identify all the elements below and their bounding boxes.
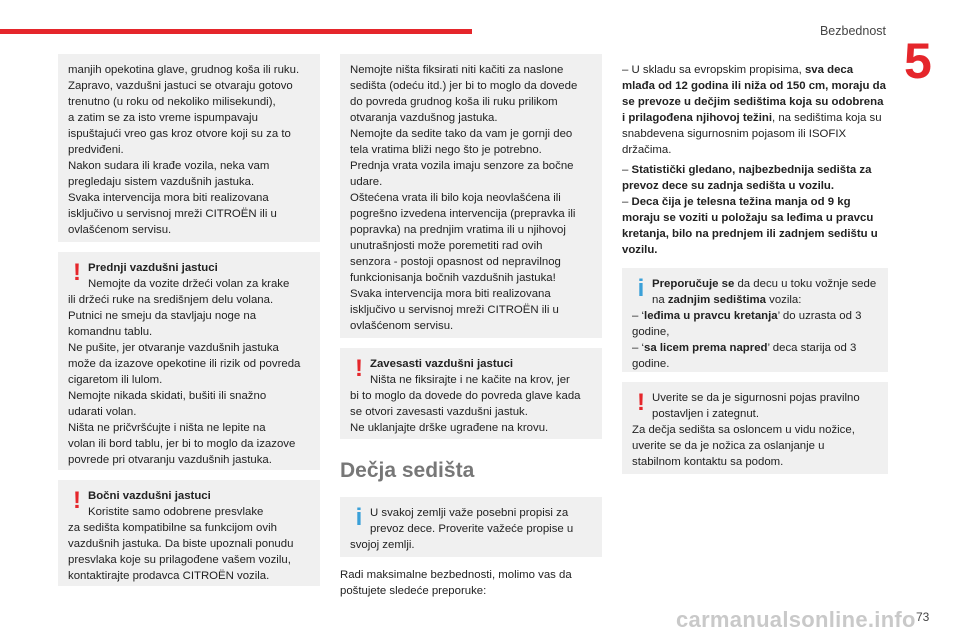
column-1	[58, 54, 320, 586]
warning-icon: !	[73, 487, 81, 514]
page-number: 73	[916, 610, 930, 624]
warning-title: Bočni vazdušni jastuci	[88, 490, 211, 502]
text-box: manjih opekotina glave, grudnog koša ili ruku. Zapravo, vazdušni jastuci se otvaraju gotovo trenutno (u roku od nekoliko milisekundi), a zatim se za isto vreme ispumpavaju ispuštajući vreo gas kroz otvore koji su za to predviđeni. Nakon sudara ili krađe vozila, neka vam pregledaju sistem vazdušnih jastuka. Svaka intervencija mora biti realizovana isključivo u servisnoj mreži CITROËN ili u ovlašćenom servisu.	[58, 54, 320, 242]
intro-paragraph: Radi maksimalne bezbednosti, molimo vas da poštujete sledeće preporuke:	[340, 569, 572, 597]
column-2	[340, 54, 602, 599]
info-box-rear-seats: i Preporučuje se da decu u toku vožnje sede na zadnjim sedištima vozila: – ‘leđima u pravcu kretanja’ do uzrasta od 3 godine, – ‘sa licem prema napred’ deca starija od 3 godine.	[622, 268, 888, 372]
warning-box-seatbelt: ! Uverite se da je sigurnosni pojas pravilno postavljen i zategnut. Za dečja sedišta sa osloncem u vidu nožice, uverite se da je nožica za oslanjanje u stabilnom kontaktu sa podom.	[622, 382, 888, 474]
column-3	[622, 62, 888, 474]
recommendation-2: – Statistički gledano, najbezbednija sedišta za prevoz dece su zadnja sedišta u vozilu.	[622, 164, 872, 192]
warning-title: Zavesasti vazdušni jastuci	[370, 358, 514, 370]
recommendation-1: – U skladu sa evropskim propisima, sva deca mlađa od 12 godina ili niža od 150 cm, moraju da se prevoze u dečjim sedištima koja su odobrena i prilagođena njihovoj težini, na sedištima koja su snabdevena sigurnosnim pojasom ili ISOFIX držačima.	[622, 64, 886, 156]
recommendation-3: – Deca čija je telesna težina manja od 9 kg moraju se voziti u položaju sa leđima u pravcu kretanja, bilo na prednjem ili zadnjem sedištu u vozilu.	[622, 196, 878, 256]
chapter-number: 5	[904, 33, 932, 89]
info-icon: i	[355, 504, 363, 531]
info-icon: i	[637, 275, 645, 302]
warning-box-side-airbags: ! Bočni vazdušni jastuci Koristite samo odobrene presvlake za sedišta kompatibilne sa funkcijom ovih vazdušnih jastuka. Da biste upoznali ponudu presvlaka koje su prilagođene vašem vozilu, kontaktirajte prodavca CITROËN vozila.	[58, 480, 320, 586]
warning-icon: !	[355, 355, 363, 382]
header-accent-bar	[0, 29, 472, 34]
warning-icon: !	[637, 389, 645, 416]
section-heading: Dečja sedišta	[340, 459, 475, 482]
text-box: Nemojte ništa fiksirati niti kačiti za naslone sedišta (odeću itd.) jer bi to moglo da dovede do povreda grudnog koša ili ruku prilikom otvaranja vazdušnog jastuka. Nemojte da sedite tako da vam je gornji deo tela vratima bliži nego što je potrebno. Prednja vrata vozila imaju senzore za bočne udare. Oštećena vrata ili bilo koja neovlašćena ili pogrešno izvedena intervencija (prepravka ili popravka) na prednjim vratima ili u njihovoj unutrašnjosti može poremetiti rad ovih senzora - postoji opasnost od nepravilnog funkcionisanja bočnih vazdušnih jastuka! Svaka intervencija mora biti realizovana isključivo u servisnoj mreži CITROËN ili u ovlašćenom servisu.	[340, 54, 602, 338]
warning-title: Prednji vazdušni jastuci	[88, 262, 218, 274]
watermark: carmanualsonline.info	[676, 607, 916, 632]
info-box-regulations: i U svakoj zemlji važe posebni propisi za prevoz dece. Proverite važeće propise u svojoj zemlji.	[340, 497, 602, 557]
warning-icon: !	[73, 259, 81, 286]
warning-box-curtain-airbags: ! Zavesasti vazdušni jastuci Ništa ne fiksirajte i ne kačite na krov, jer bi to moglo da dovede do povreda glave kada se otvori zavesasti vazdušni jastuk. Ne uklanjajte drške ugrađene na krovu.	[340, 348, 602, 439]
warning-box-front-airbags: ! Prednji vazdušni jastuci Nemojte da vozite držeći volan za krake ili držeći ruke na središnjem delu volana. Putnici ne smeju da stavljaju noge na komandnu tablu. Ne pušite, jer otvaranje vazdušnih jastuka može da izazove opekotine ili rizik od povreda cigaretom ili lulom. Nemojte nikada skidati, bušiti ili snažno udarati volan. Ništa ne pričvršćujte i ništa ne lepite na volan ili bord tablu, jer bi to moglo da izazove povrede pri otvaranju vazdušnih jastuka.	[58, 252, 320, 470]
section-title: Bezbednost	[819, 24, 886, 38]
